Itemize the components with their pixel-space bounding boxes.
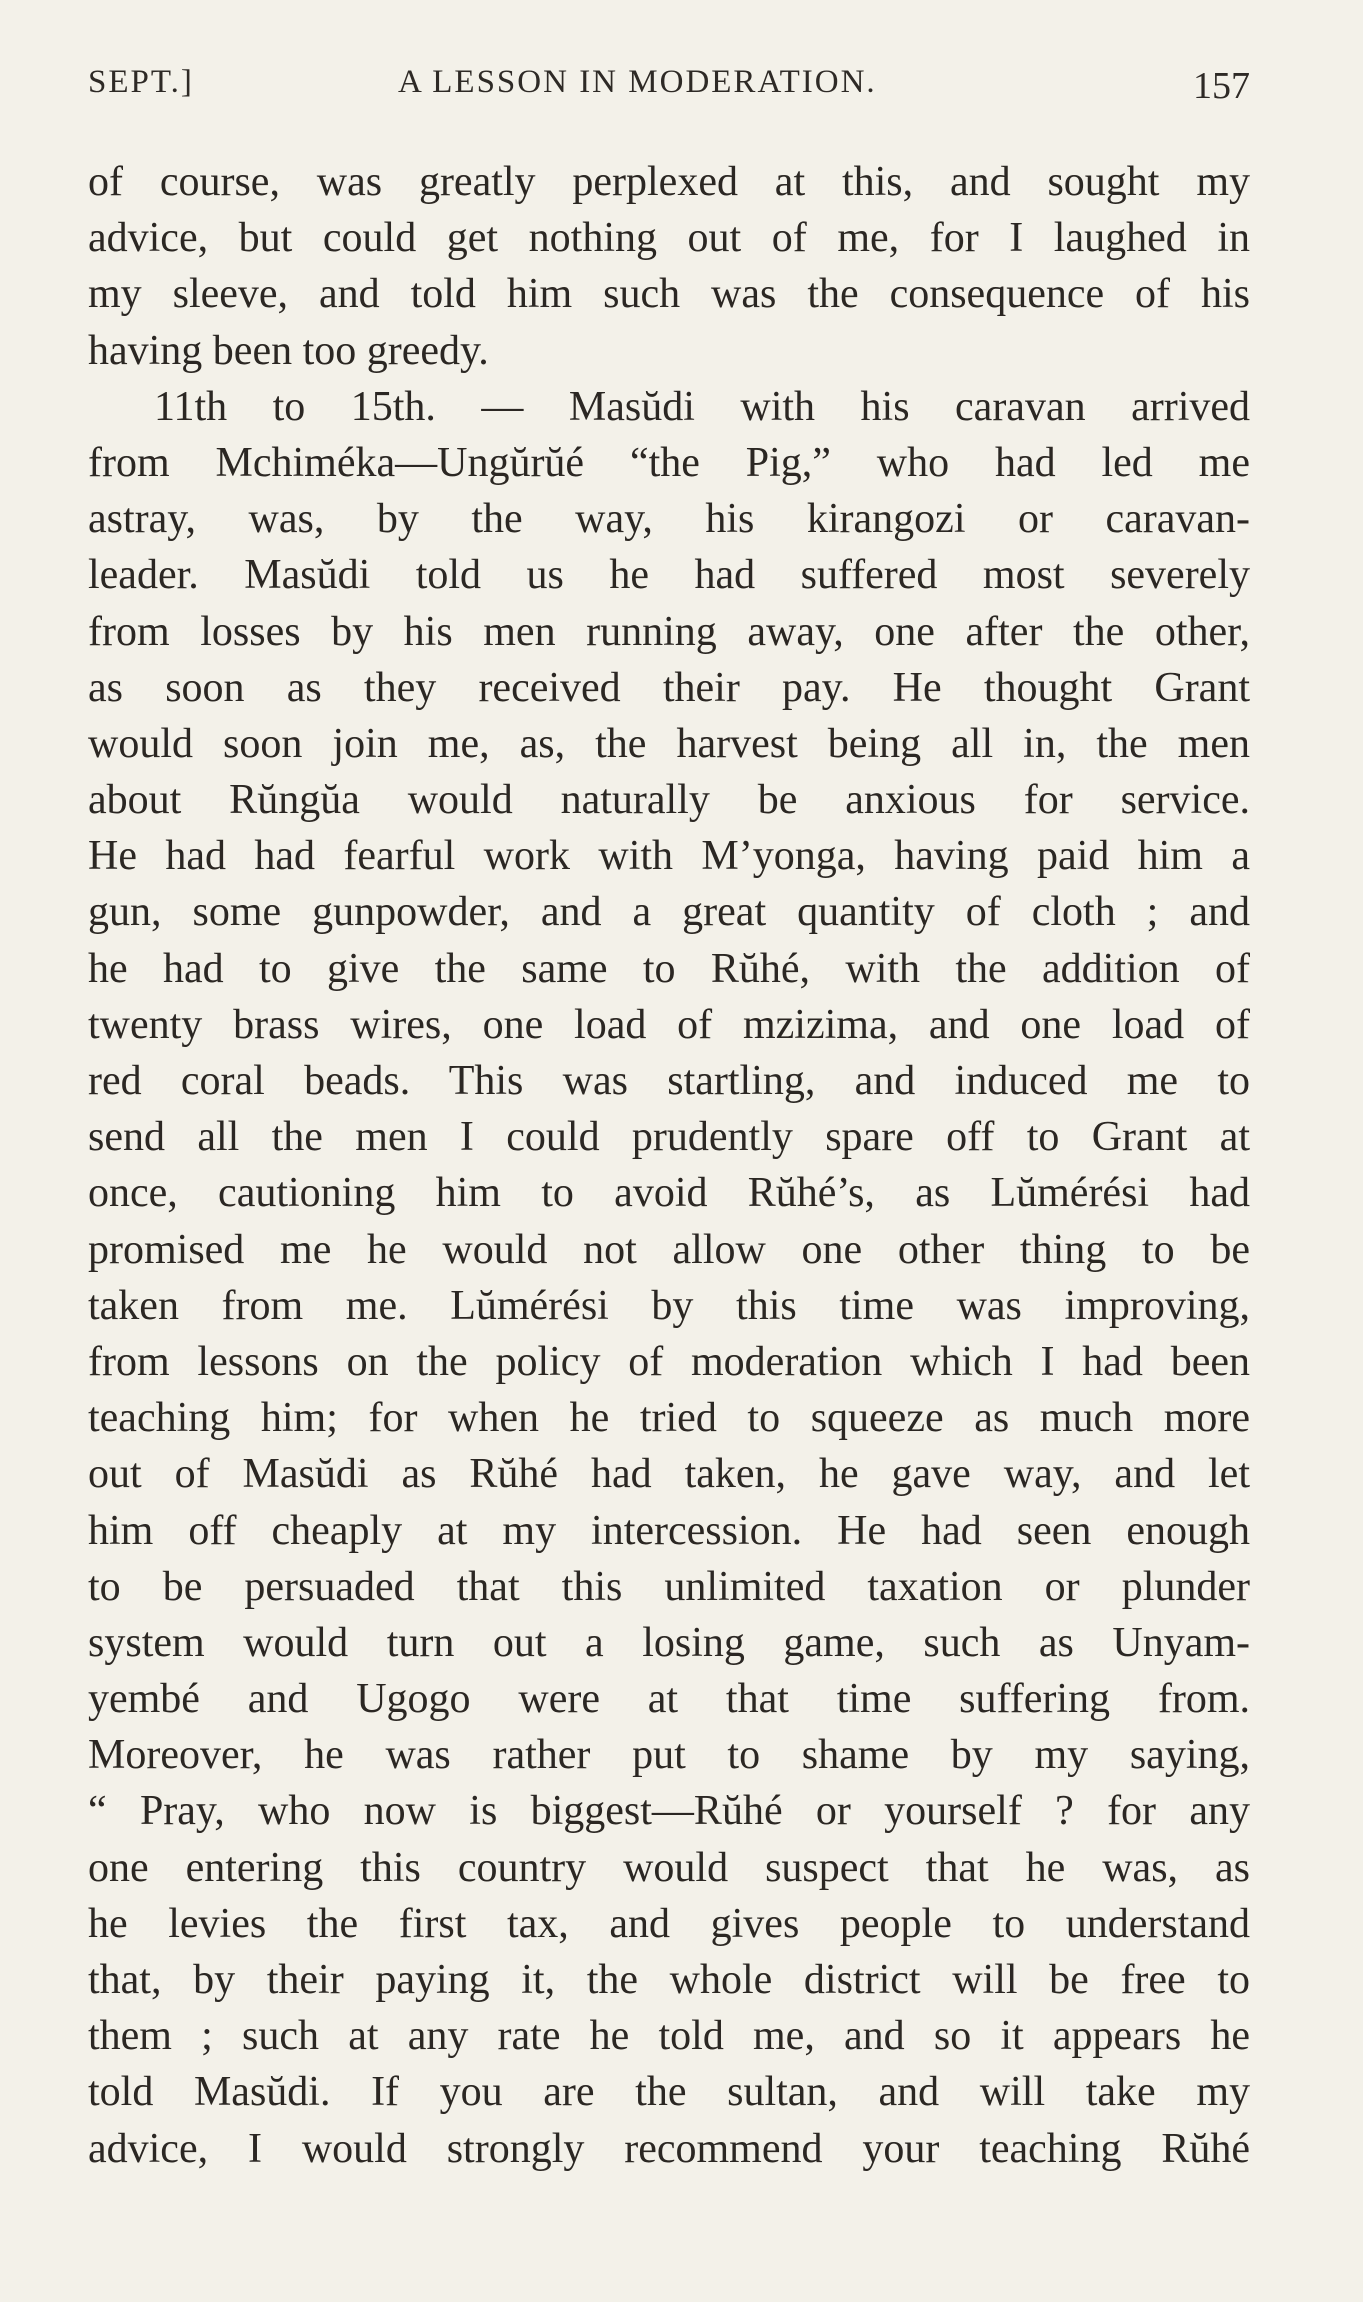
text-line: advice, but could get nothing out of me, for I laughed in [88, 215, 1250, 262]
text-line: as soon as they received their pay. He thought Grant [88, 664, 1250, 711]
text-line: taken from me. Lŭmérési by this time was improving, [88, 1282, 1250, 1329]
text-line: him off cheaply at my intercession. He had seen enough [88, 1507, 1250, 1554]
text-line: once, cautioning him to avoid Rŭhé’s, as Lŭmérési had [88, 1170, 1250, 1217]
text-line: astray, was, by the way, his kirangozi or caravan- [88, 496, 1250, 543]
text-line: one entering this country would suspect that he was, as [88, 1844, 1250, 1891]
text-line: advice, I would strongly recommend your teaching Rŭhé [88, 2125, 1250, 2172]
text-line: to be persuaded that this unlimited taxation or plunder [88, 1563, 1250, 1610]
text-line: my sleeve, and told him such was the consequence of his [88, 271, 1250, 318]
text-line: that, by their paying it, the whole district will be free to [88, 1957, 1250, 2003]
header-chapter-title: A LESSON IN MODERATION. [398, 64, 877, 100]
text-line: 11th to 15th. — Masŭdi with his caravan arrived [154, 383, 1250, 430]
text-line: Moreover, he was rather put to shame by my saying, [88, 1732, 1250, 1779]
text-line: leader. Masŭdi told us he had suffered most severely [88, 552, 1250, 599]
text-line: system would turn out a losing game, such as Unyam- [88, 1619, 1250, 1666]
text-line: of course, was greatly perplexed at this, and sought my [88, 159, 1250, 205]
text-line: told Masŭdi. If you are the sultan, and will take my [88, 2069, 1250, 2116]
text-line: would soon join me, as, the harvest being all in, the men [88, 720, 1250, 767]
text-line: he had to give the same to Rŭhé, with the addition of [88, 945, 1250, 992]
text-line: out of Masŭdi as Rŭhé had taken, he gave way, and let [88, 1451, 1250, 1498]
text-line: promised me he would not allow one other thing to be [88, 1226, 1250, 1273]
header-month: SEPT.] [88, 64, 194, 100]
text-line: them ; such at any rate he told me, and so it appears he [88, 2013, 1250, 2060]
text-line: “ Pray, who now is biggest—Rŭhé or yourself ? for any [88, 1788, 1250, 1835]
text-line: send all the men I could prudently spare off to Grant at [88, 1114, 1250, 1161]
text-line: having been too greedy. [88, 327, 489, 374]
text-line: from Mchiméka—Ungŭrŭé “the Pig,” who had led me [88, 439, 1250, 486]
text-line: from lessons on the policy of moderation which I had been [88, 1338, 1250, 1385]
text-line: twenty brass wires, one load of mzizima, and one load of [88, 1001, 1250, 1048]
text-line: gun, some gunpowder, and a great quantity of cloth ; and [88, 889, 1250, 936]
page-number: 157 [1193, 65, 1250, 107]
text-line: teaching him; for when he tried to squeeze as much more [88, 1395, 1250, 1442]
running-header [88, 64, 1250, 120]
text-line: from losses by his men running away, one after the other, [88, 608, 1250, 655]
body-text [88, 154, 1250, 2177]
text-line: He had had fearful work with M’yonga, having paid him a [88, 833, 1250, 880]
text-line: red coral beads. This was startling, and induced me to [88, 1058, 1250, 1104]
text-line: about Rŭngŭa would naturally be anxious for service. [88, 777, 1250, 824]
text-line: yembé and Ugogo were at that time suffering from. [88, 1676, 1250, 1723]
text-line: he levies the first tax, and gives people to understand [88, 1900, 1250, 1947]
